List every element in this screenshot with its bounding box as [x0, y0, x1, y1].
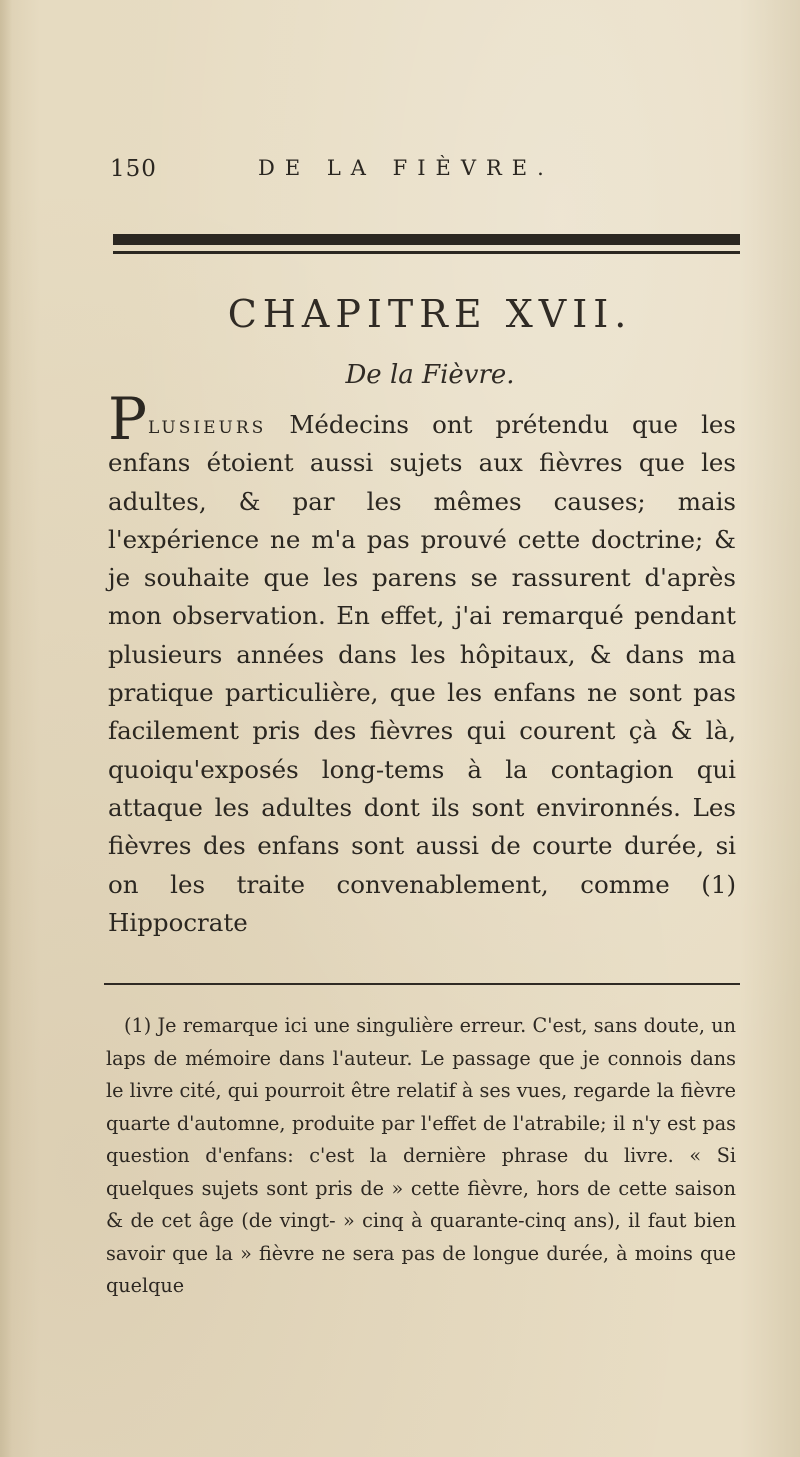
chapter-subtitle: De la Fièvre. — [345, 360, 515, 390]
footnote: (1) Je remarque ici une singulière erreur. C'est, sans doute, un laps de mémoire dans l'auteur. Le passage que je connois dans le livre cité, qui pourroit être relatif à ses vues, regarde la fièvre quarte d'automne, produite par l'effet de l'atrabile; il n'y est pas question d'enfans: c'est la dernière phrase du livre. « Si quelques sujets sont pris de » cette fièvre, hors de cette saison & de cet âge (de vingt- » cinq à quarante-cinq ans), il faut bien savoir que la » fièvre ne sera pas de longue durée, à moins que quelque — [106, 1014, 736, 1297]
running-title: DE LA FIÈVRE. — [258, 156, 554, 180]
running-head — [110, 156, 750, 192]
header-double-rule — [113, 234, 740, 256]
page-edge-shadow — [0, 0, 12, 1457]
header-rule-thin — [113, 251, 740, 254]
chapter-title: CHAPITRE XVII. — [227, 292, 633, 336]
page-number: 150 — [110, 156, 157, 182]
lead-word: lusieurs — [148, 410, 267, 439]
drop-cap: P — [108, 385, 148, 453]
header-rule-thick — [113, 234, 740, 245]
footnote-rule — [104, 983, 740, 985]
body-text: Médecins ont prétendu que les enfans étoient aussi sujets aux fièvres que les adultes, & par les mêmes causes; mais l'expérience ne m'a pas prouvé cette doctrine; & je souhaite que les parens se rassurent d'après mon observation. En effet, j'ai remarqué pendant plusieurs années dans les hôpitaux, & dans ma pratique particulière, que les enfans ne sont pas facilement pris des fièvres qui courent çà & là, quoiqu'exposés long-tems à la contagion qui attaque les adultes dont ils sont environnés. Les fièvres des enfans sont aussi de courte durée, si on les traite convenablement, comme (1) Hippocrate — [108, 410, 736, 937]
body-paragraph — [108, 385, 736, 942]
